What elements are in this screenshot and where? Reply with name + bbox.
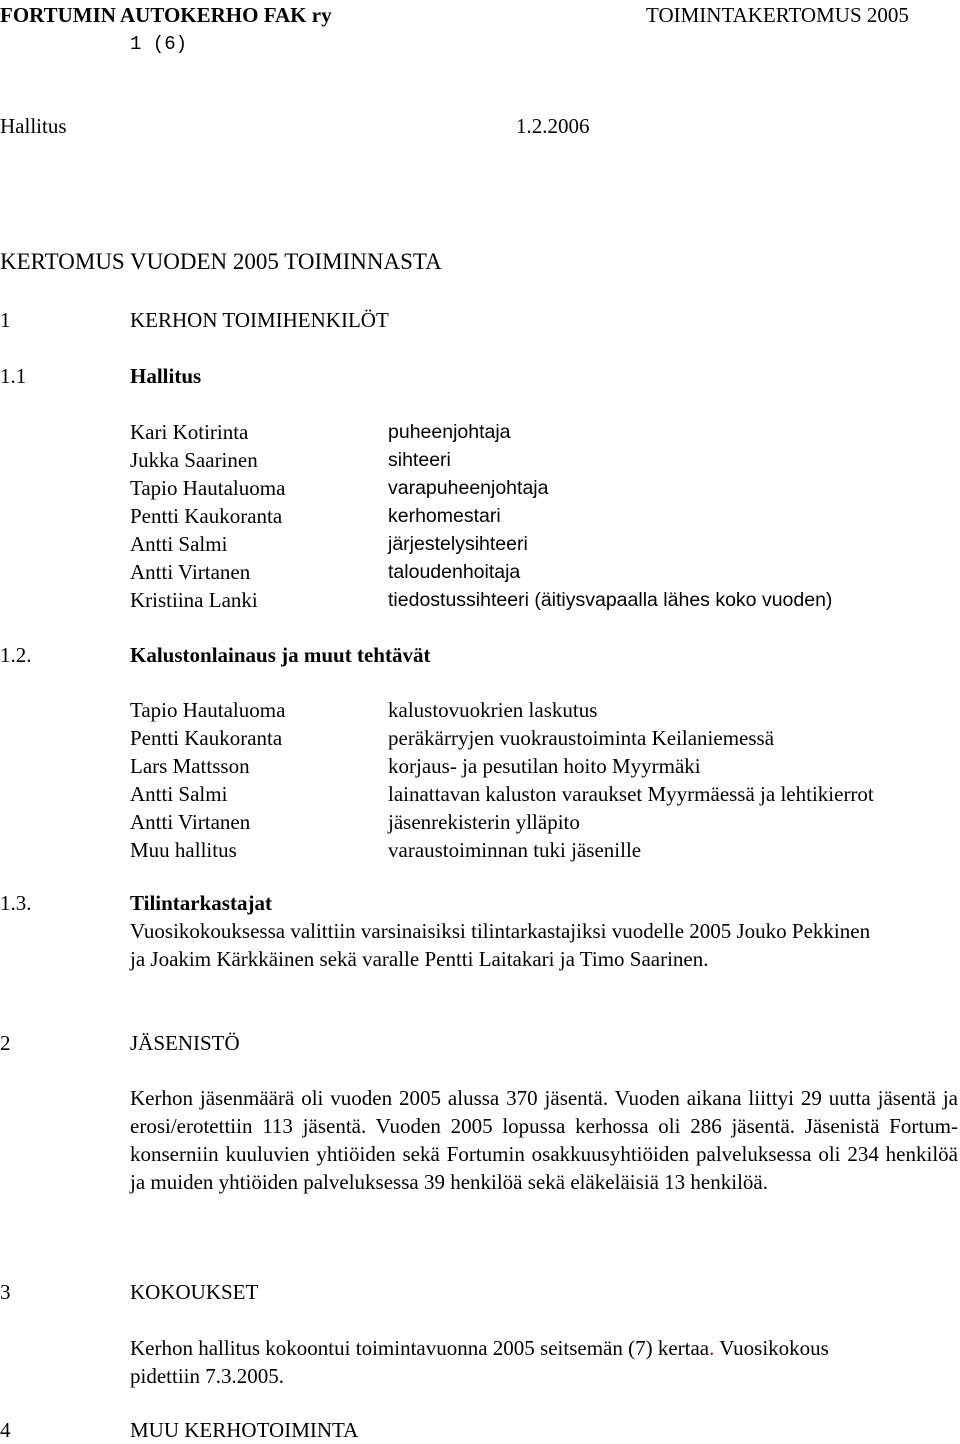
section-1-3-number: 1.3. [0,891,32,915]
board-member-role: taloudenhoitaja [388,561,521,583]
section-2-title: JÄSENISTÖ [130,1031,240,1055]
meetings-text-period: . [709,1336,715,1360]
board-member-name: Antti Virtanen [130,560,251,584]
section-4-title: MUU KERHOTOIMINTA [130,1418,359,1442]
document-title: TOIMINTAKERTOMUS 2005 [646,3,909,27]
board-member-role: sihteeri [388,449,451,471]
document-date: 1.2.2006 [516,114,590,138]
task-person-name: Tapio Hautaluoma [130,698,286,722]
page-title: KERTOMUS VUODEN 2005 TOIMINNASTA [0,249,442,274]
task-description: jäsenrekisterin ylläpito [388,810,580,834]
task-person-name: Muu hallitus [130,838,237,862]
section-3-number: 3 [0,1280,11,1304]
board-member-name: Jukka Saarinen [130,448,258,472]
meetings-text-part-1: Kerhon hallitus kokoontui toimintavuonna 2005 seitsemän (7) kertaa [130,1336,710,1360]
section-3-title: KOKOUKSET [130,1280,259,1304]
author: Hallitus [0,114,67,138]
section-1-title: KERHON TOIMIHENKILÖT [130,308,389,332]
task-person-name: Lars Mattsson [130,754,250,778]
task-person-name: Antti Virtanen [130,810,251,834]
task-description: kalustovuokrien laskutus [388,698,598,722]
task-description: varaustoiminnan tuki jäsenille [388,838,642,862]
board-member-role: järjestelysihteeri [388,533,528,555]
task-person-name: Antti Salmi [130,782,228,806]
board-member-role: varapuheenjohtaja [388,477,549,499]
board-member-role: kerhomestari [388,505,501,527]
board-member-name: Tapio Hautaluoma [130,476,286,500]
membership-text: Kerhon jäsenmäärä oli vuoden 2005 alussa 370 jäsentä. Vuoden aikana liittyi 29 uutta jäsentä ja erosi/erotettiin 113 jäsentä. Vuoden 2005 lopussa kerhossa oli 286 jäsentä. Jäsenistä Fortum-konserniin kuuluvien yhtiöiden sekä Fortumin osakkuusyhtiöiden palveluksessa oli 234 henkilöä ja muiden yhtiöiden palveluksessa 39 henkilöä sekä eläkeläisiä 13 henkilöä. [130,1086,958,1194]
task-descriptions [388,696,874,864]
task-person-name: Pentti Kaukoranta [130,726,283,750]
membership-paragraph [130,1084,958,1196]
page-number: 1 (6) [130,33,188,55]
section-1-2-title: Kalustonlainaus ja muut tehtävät [130,643,431,667]
meetings-text [130,1334,830,1390]
section-4-number: 4 [0,1418,11,1442]
task-description: korjaus- ja pesutilan hoito Myyrmäki [388,754,701,778]
auditors-paragraph [130,917,890,973]
section-1-2-number: 1.2. [0,643,32,667]
task-description: peräkärryjen vuokraustoiminta Keilaniemessä [388,726,775,750]
section-1-number: 1 [0,308,11,332]
meetings-paragraph [130,1334,830,1390]
board-member-role: tiedostussihteeri (äitiysvapaalla lähes koko vuoden) [388,589,833,611]
board-member-role: puheenjohtaja [388,421,511,443]
board-roles [388,418,832,614]
auditors-text: Vuosikokouksessa valittiin varsinaisiksi tilintarkastajiksi vuodelle 2005 Jouko Pekkinen ja Joakim Kärkkäinen sekä varalle Pentti Laitakari ja Timo Saarinen. [130,919,871,971]
board-names [130,418,285,614]
section-2-number: 2 [0,1031,11,1055]
section-1-1-title: Hallitus [130,364,202,388]
board-member-name: Kari Kotirinta [130,420,249,444]
organization-name: FORTUMIN AUTOKERHO FAK ry [0,3,332,27]
board-member-name: Antti Salmi [130,532,228,556]
board-member-name: Pentti Kaukoranta [130,504,283,528]
section-1-1-number: 1.1 [0,364,27,388]
task-description: lainattavan kaluston varaukset Myyrmäessä ja lehtikierrot [388,782,874,806]
task-names [130,696,285,864]
meetings-text-part-2: Vuosikokous pidettiin 7.3.2005. [130,1336,829,1388]
section-1-3-title: Tilintarkastajat [130,891,272,915]
board-member-name: Kristiina Lanki [130,588,258,612]
